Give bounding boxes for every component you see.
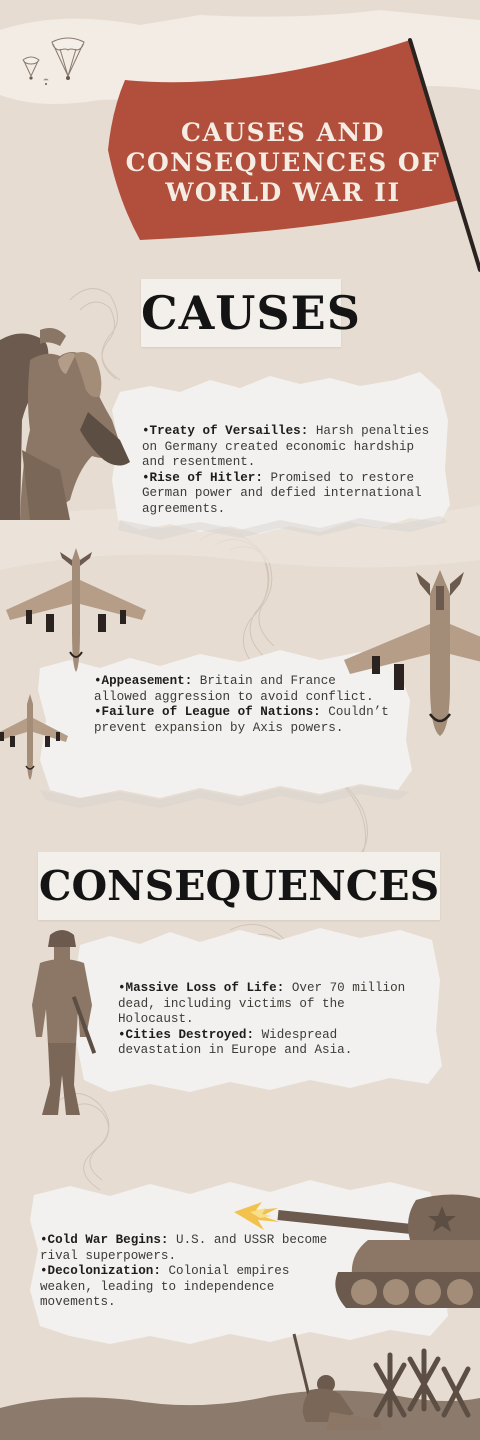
- title-line-2: CONSEQUENCES OF: [125, 148, 441, 177]
- consequence-term: •Cities Destroyed:: [118, 1027, 255, 1042]
- consequences-heading-box: [38, 852, 440, 920]
- consequence-item-coldwar: [40, 1233, 330, 1264]
- consequence-desc: Over 70 million dead, including victims of the Holocaust.: [118, 981, 406, 1027]
- consequence-desc: Colonial empires weaken, leading to independence movements.: [40, 1264, 290, 1310]
- infantry-soldier-icon: [10, 925, 110, 1125]
- cause-item-appeasement: [94, 674, 394, 705]
- cause-desc: Promised to restore German power and defied international agreements.: [142, 470, 422, 516]
- consequence-item-cities: [118, 1028, 418, 1059]
- consequence-item-decolonization: [40, 1264, 330, 1311]
- consequences-text-block-2: [40, 1233, 330, 1311]
- causes-text-block-1: [142, 424, 442, 518]
- title-line-3: WORLD WAR II: [165, 178, 401, 207]
- cause-desc: Couldn’t prevent expansion by Axis powers.: [94, 705, 389, 735]
- consequence-desc: U.S. and USSR become rival superpowers.: [40, 1233, 328, 1263]
- cause-desc: Britain and France allowed aggression to avoid conflict.: [94, 674, 374, 704]
- consequence-desc: Widespread devastation in Europe and Asia.: [118, 1027, 353, 1058]
- consequence-item-loss: [118, 981, 418, 1028]
- cause-term: •Treaty of Versailles:: [142, 424, 309, 438]
- consequences-heading: CONSEQUENCES: [38, 862, 440, 910]
- cause-desc: Harsh penalties on Germany created economic hardship and resentment.: [142, 424, 430, 470]
- cause-item-hitler: [142, 471, 442, 518]
- cause-item-league: [94, 705, 394, 736]
- cause-term: •Rise of Hitler:: [142, 470, 263, 485]
- cause-term: •Appeasement:: [94, 674, 193, 688]
- saluting-soldier-icon: [0, 320, 150, 520]
- airplane-icon: [0, 540, 480, 780]
- title-line-1: CAUSES AND: [181, 118, 385, 147]
- cause-term: •Failure of League of Nations:: [94, 705, 321, 720]
- consequence-term: •Cold War Begins:: [40, 1233, 169, 1247]
- consequences-text-block-1: [118, 981, 418, 1059]
- causes-text-block-2: [94, 674, 394, 736]
- barbed-barrier-icon: [370, 1345, 480, 1425]
- cause-item-treaty: [142, 424, 442, 471]
- causes-heading: CAUSES: [141, 286, 361, 340]
- consequence-term: •Decolonization:: [40, 1264, 161, 1279]
- consequence-term: •Massive Loss of Life:: [118, 981, 285, 995]
